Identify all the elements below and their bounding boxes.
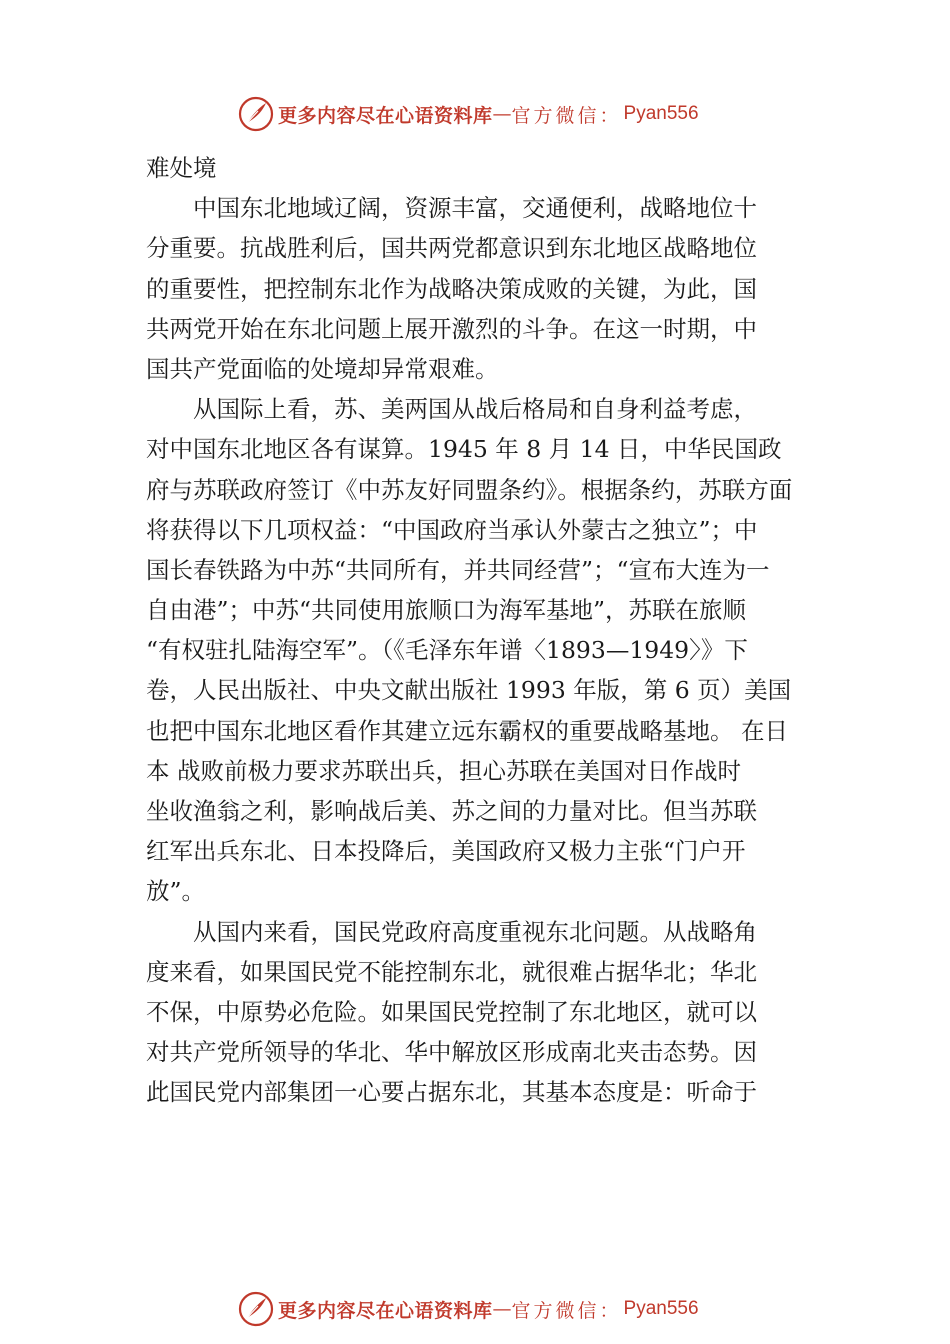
- text-line: 对共产党所领导的华北、华中解放区形成南北夹击态势。因: [146, 1038, 757, 1067]
- text-line: 卷，人民出版社、中央文献出版社 1993 年版，第 6 页）美国: [146, 676, 792, 705]
- text-line: “有权驻扎陆海空军”。（《毛泽东年谱〈1893—1949〉》下: [146, 636, 748, 665]
- header-banner: [238, 96, 699, 132]
- text-line: 分重要。抗战胜利后，国共两党都意识到东北地区战略地位: [146, 234, 757, 263]
- footer-banner: [238, 1291, 699, 1327]
- footer-banner-label: 官方微信：: [511, 1299, 622, 1322]
- text-line: 坐收渔翁之利，影响战后美、苏之间的力量对比。但当苏联: [146, 797, 757, 825]
- quill-logo-icon: [238, 1291, 274, 1327]
- text-line: 自由港”；中苏“共同使用旅顺口为海军基地”，苏联在旅顺: [146, 596, 747, 625]
- text-line: 对中国东北地区各有谋算。1945 年 8 月 14 日，中华民国政: [146, 435, 782, 464]
- text-line: 红军出兵东北、日本投降后，美国政府又极力主张“门户开: [146, 837, 746, 866]
- footer-banner-title: 更多内容尽在心语资料库: [278, 1299, 493, 1322]
- footer-banner-wechat-id: Pyan556: [623, 1298, 699, 1319]
- text-line: 的重要性，把控制东北作为战略决策成败的关键，为此，国: [146, 274, 757, 303]
- header-banner-title: 更多内容尽在心语资料库: [278, 104, 493, 127]
- text-line: 此国民党内部集团一心要占据东北，其基本态度是：听命于: [146, 1078, 757, 1107]
- text-line: 国共产党面临的处境却异常艰难。: [146, 354, 499, 383]
- header-banner-label: 官方微信：: [511, 104, 622, 127]
- text-line: 从国内来看，国民党政府高度重视东北问题。从战略角: [146, 917, 757, 946]
- header-banner-wechat-id: Pyan556: [623, 103, 699, 124]
- text-line: 中国东北地域辽阔，资源丰富，交通便利，战略地位十: [146, 194, 757, 223]
- text-line: 也把中国东北地区看作其建立远东霸权的重要战略基地。 在日: [146, 716, 788, 745]
- text-line: 放”。: [146, 877, 206, 906]
- header-banner-dash: —: [492, 103, 512, 125]
- quill-logo-icon: [238, 96, 274, 132]
- text-line: 府与苏联政府签订《中苏友好同盟条约》。根据条约，苏联方面: [146, 475, 793, 504]
- text-line: 不保，中原势必危险。如果国民党控制了东北地区，就可以: [146, 997, 757, 1026]
- text-line: 度来看，如果国民党不能控制东北，就很难占据华北；华北: [146, 957, 757, 986]
- document-body: [146, 148, 820, 1113]
- text-line: 国长春铁路为中苏“共同所有，并共同经营”；“宣布大连为一: [146, 555, 770, 584]
- text-line: 难处境: [146, 154, 217, 182]
- text-line: 从国际上看，苏、美两国从战后格局和自身利益考虑，: [146, 395, 757, 424]
- text-line: 本 战败前极力要求苏联出兵，担心苏联在美国对日作战时: [146, 756, 741, 785]
- footer-banner-dash: —: [492, 1298, 512, 1320]
- text-line: 共两党开始在东北问题上展开激烈的斗争。在这一时期，中: [146, 314, 757, 343]
- text-line: 将获得以下几项权益：“中国政府当承认外蒙古之独立”；中: [146, 515, 758, 544]
